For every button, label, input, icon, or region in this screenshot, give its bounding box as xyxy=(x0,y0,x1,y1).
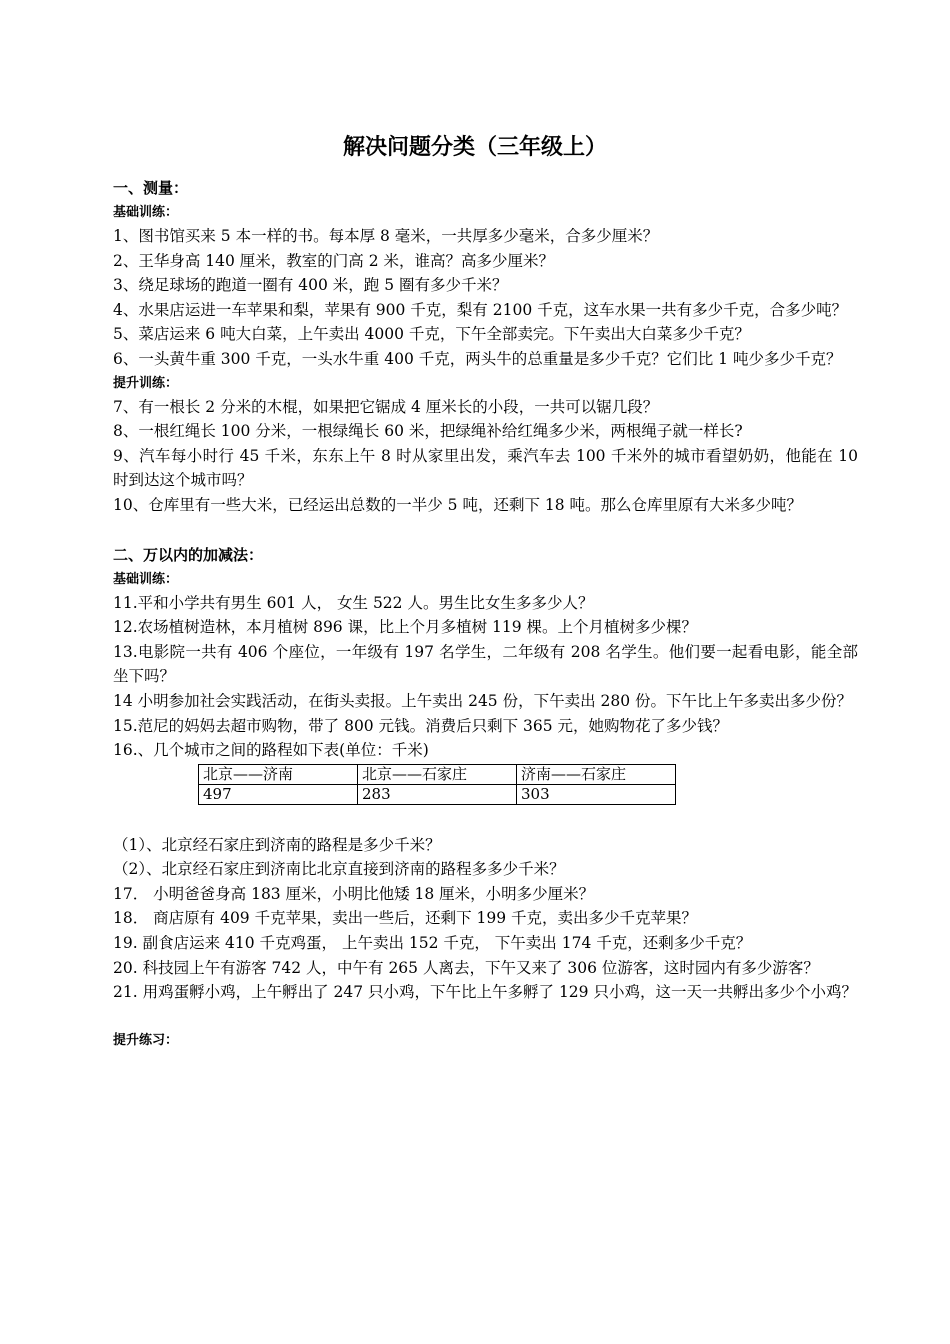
table-header-cell: 北京——济南 xyxy=(199,764,358,784)
table-header-row xyxy=(199,764,676,784)
table-cell: 283 xyxy=(358,784,517,804)
problem-19: 19. 副食店运来 410 千克鸡蛋， 上午卖出 152 千克， 下午卖出 174 千克，还剩多少千克？ xyxy=(113,934,752,953)
distance-table xyxy=(198,764,676,805)
problem-12: 12.农场植树造林，本月植树 896 课，比上个月多植树 119 棵。上个月植树多少棵？ xyxy=(113,618,698,637)
section-heading-addition-subtraction: 二、万以内的加减法： xyxy=(113,545,264,564)
table-cell: 497 xyxy=(199,784,358,804)
section-heading-measurement: 一、测量： xyxy=(113,179,189,197)
problem-3: 3、绕足球场的跑道一圈有 400 米，跑 5 圈有多少千米？ xyxy=(113,276,508,295)
problem-13: 13.电影院一共有 406 个座位，一年级有 197 名学生，二年级有 208 名学生。他们要一起看电影，能全部坐下吗？ xyxy=(113,642,858,686)
problem-16-part-2: （2）、北京经石家庄到济南比北京直接到济南的路程多多少千米？ xyxy=(113,860,565,879)
advanced-practice-label: 提升练习： xyxy=(113,1032,179,1048)
page-title: 解决问题分类（三年级上） xyxy=(342,134,607,160)
problem-11: 11.平和小学共有男生 601 人， 女生 522 人。男生比女生多多少人？ xyxy=(113,593,594,612)
problem-16: 16.、几个城市之间的路程如下表(单位：千米) xyxy=(113,741,429,760)
problem-21: 21. 用鸡蛋孵小鸡，上午孵出了 247 只小鸡，下午比上午多孵了 129 只小鸡，这一天一共孵出多少个小鸡？ xyxy=(113,983,857,1002)
problem-17: 17． 小明爸爸身高 183 厘米，小明比他矮 18 厘米，小明多少厘米？ xyxy=(113,884,595,903)
problem-20: 20. 科技园上午有游客 742 人，中午有 265 人离去，下午又来了 306 位游客，这时园内有多少游客？ xyxy=(113,958,819,977)
problem-18: 18． 商店原有 409 千克苹果，卖出一些后，还剩下 199 千克，卖出多少千克苹果？ xyxy=(113,909,698,928)
table-cell: 303 xyxy=(517,784,676,804)
problem-8: 8、一根红绳长 100 分米，一根绿绳长 60 米，把绿绳补给红绳多少米，两根绳子就一样长? xyxy=(113,422,743,441)
problem-15: 15.范尼的妈妈去超市购物，带了 800 元钱。消费后只剩下 365 元，她购物花了多少钱？ xyxy=(113,716,729,735)
problem-5: 5、菜店运来 6 吨大白菜，上午卖出 4000 千克，下午全部卖完。下午卖出大白菜多少千克？ xyxy=(113,325,750,344)
problem-6: 6、一头黄牛重 300 千克，一头水牛重 400 千克，两头牛的总重量是多少千克？它们比 1 吨少多少千克？ xyxy=(113,349,842,368)
table-header-cell: 济南——石家庄 xyxy=(517,764,676,784)
table-header-cell: 北京——石家庄 xyxy=(358,764,517,784)
section-spacer-2 xyxy=(113,1005,858,1029)
document-body xyxy=(113,175,858,1052)
basic-training-label: 基础训练： xyxy=(113,205,179,220)
table-spacer xyxy=(113,809,858,833)
problem-14: 14 小明参加社会实践活动，在街头卖报。上午卖出 245 份，下午卖出 280 份。下午比上午多卖出多少份？ xyxy=(113,691,853,710)
problem-9: 9、汽车每小时行 45 千米，东东上午 8 时从家里出发，乘汽车去 100 千米外的城市看望奶奶，他能在 10 时到达这个城市吗？ xyxy=(113,446,858,490)
basic-training-label-2: 基础训练： xyxy=(113,571,179,587)
problem-2: 2、王华身高 140 厘米，教室的门高 2 米，谁高？高多少厘米？ xyxy=(113,251,555,270)
problem-4: 4、水果店运进一车苹果和梨，苹果有 900 千克，梨有 2100 千克，这车水果一共有多少千克，合多少吨？ xyxy=(113,300,848,319)
advanced-training-label: 提升训练： xyxy=(113,375,179,391)
problem-16-part-1: （1）、北京经石家庄到济南的路程是多少千米？ xyxy=(113,835,441,854)
section-spacer xyxy=(113,518,858,542)
problem-10: 10、仓库里有一些大米，已经运出总数的一半少 5 吨，还剩下 18 吨。那么仓库里原有大米多少吨？ xyxy=(113,495,803,514)
problem-7: 7、有一根长 2 分米的木棍，如果把它锯成 4 厘米长的小段，一共可以锯几段？ xyxy=(113,397,659,416)
problem-1: 1、图书馆买来 5 本一样的书。每本厚 8 毫米，一共厚多少毫米，合多少厘米？ xyxy=(113,227,659,245)
table-row xyxy=(199,784,676,804)
